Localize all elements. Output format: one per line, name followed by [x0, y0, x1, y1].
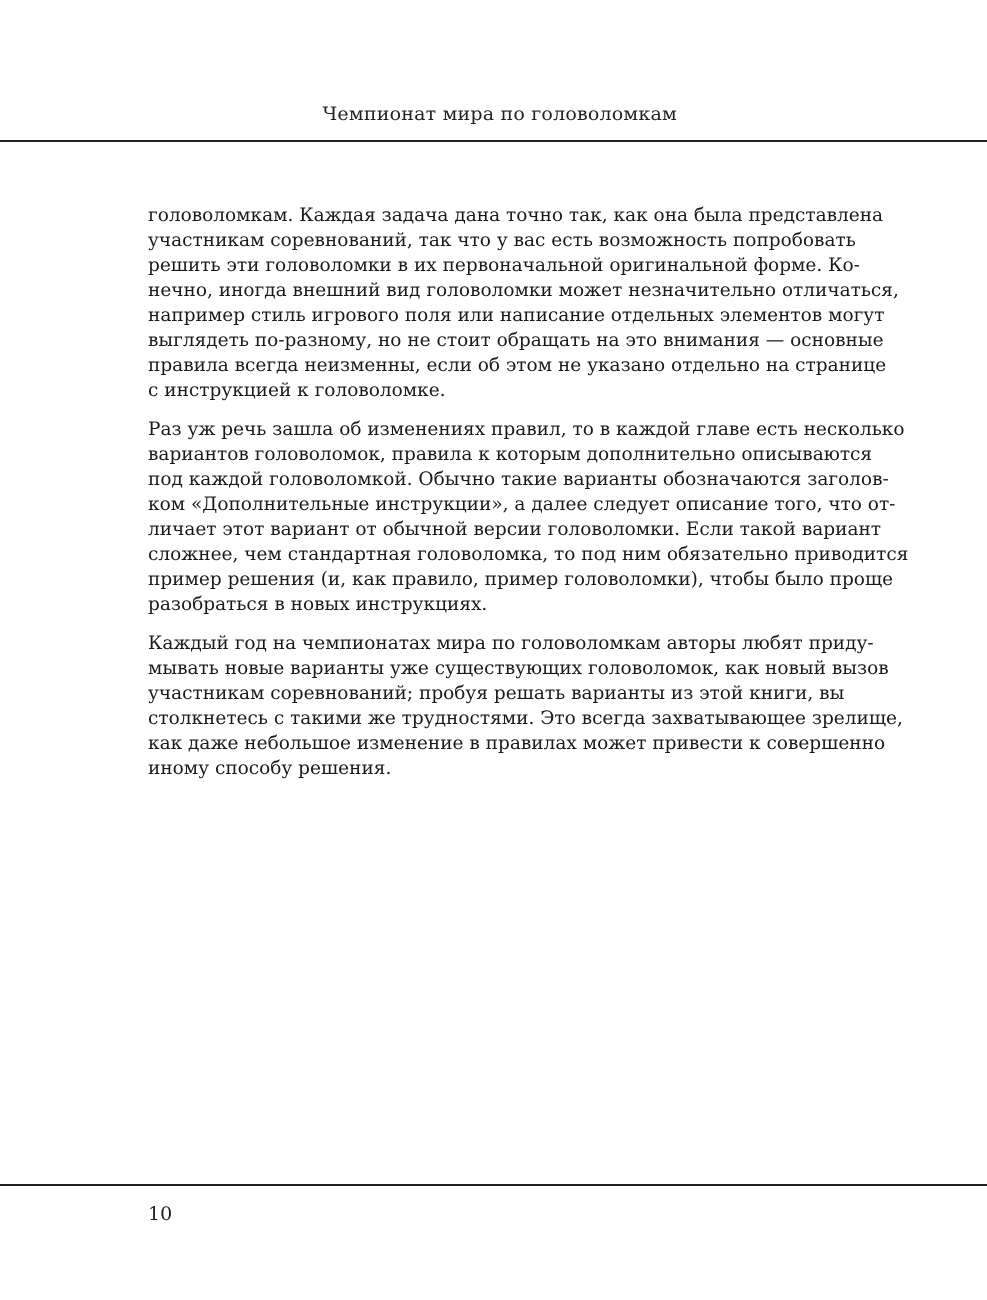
text-line: головоломкам. Каждая задача дана точно так, как она была представлена	[148, 205, 884, 226]
text-line: иному способу решения.	[148, 758, 392, 779]
text-line: пример решения (и, как правило, пример головоломки), чтобы было проще	[148, 569, 894, 590]
text-line: например стиль игрового поля или написание отдельных элементов могут	[148, 305, 885, 326]
text-line: решить эти головоломки в их первоначальной оригинальной форме. Ко-	[148, 255, 860, 276]
text-line: правила всегда неизменны, если об этом не указано отдельно на странице	[148, 355, 887, 376]
page-number: 10	[148, 1203, 173, 1225]
text-line: личает этот вариант от обычной версии головоломки. Если такой вариант	[148, 519, 882, 540]
text-line: Каждый год на чемпионатах мира по головоломкам авторы любят приду-	[148, 633, 874, 654]
running-header	[0, 0, 987, 142]
text-line: участникам соревнований, так что у вас есть возможность попробовать	[148, 230, 856, 251]
text-line: как даже небольшое изменение в правилах может привести к совершенно	[148, 733, 886, 754]
text-line: Раз уж речь зашла об изменениях правил, то в каждой главе есть несколько	[148, 419, 905, 440]
paragraph	[148, 631, 903, 781]
text-line: с инструкцией к головоломке.	[148, 380, 446, 401]
text-line: разобраться в новых инструкциях.	[148, 594, 488, 615]
text-line: сложнее, чем стандартная головоломка, то под ним обязательно приводится	[148, 544, 909, 565]
running-header-title: Чемпионат мира по головоломкам	[322, 103, 677, 125]
footer-rule	[0, 1184, 987, 1186]
text-line: нечно, иногда внешний вид головоломки может незначительно отличаться,	[148, 280, 899, 301]
running-footer	[0, 1183, 987, 1243]
body-text	[148, 203, 909, 795]
text-line: выглядеть по-разному, но не стоит обращать на это внимания — основные	[148, 330, 884, 351]
text-line: столкнетесь с такими же трудностями. Это всегда захватывающее зрелище,	[148, 708, 903, 729]
text-line: ком «Дополнительные инструкции», а далее следует описание того, что от-	[148, 494, 896, 515]
text-line: участникам соревнований; пробуя решать варианты из этой книги, вы	[148, 683, 845, 704]
text-line: мывать новые варианты уже существующих головоломок, как новый вызов	[148, 658, 889, 679]
paragraph	[148, 417, 909, 617]
paragraph	[148, 203, 899, 403]
text-line: под каждой головоломкой. Обычно такие варианты обозначаются заголов-	[148, 469, 889, 490]
header-rule	[0, 140, 987, 142]
text-line: вариантов головоломок, правила к которым дополнительно описываются	[148, 444, 873, 465]
